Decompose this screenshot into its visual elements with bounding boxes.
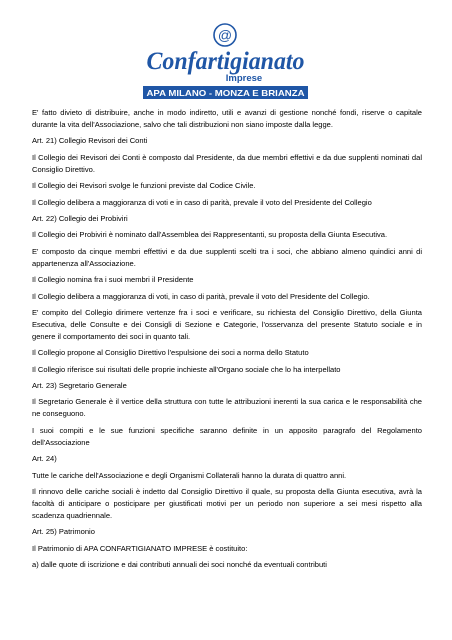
brand-wordmark: Confartigianato: [146, 48, 305, 75]
article-heading: Art. 23) Segretario Generale: [32, 381, 127, 391]
article-heading: Art. 21) Collegio Revisori dei Conti: [32, 136, 148, 146]
paragraph: Il Collegio nomina fra i suoi membri il Presidente: [32, 275, 194, 285]
brand-subtitle: Imprese: [225, 73, 263, 84]
paragraph: Il Collegio riferisce sui risultati delle proprie inchieste all'Organo sociale che lo ha interpellato: [32, 364, 341, 374]
paragraph: E' fatto divieto di distribuire, anche in modo indiretto, utili e avanzi di gestione nonché fondi, riserve o capitale durante la vita dell'Associazione, salvo che tali distribuzioni non siano imposte dalla legge.: [32, 108, 422, 129]
paragraph: Il Collegio dei Revisori dei Conti è composto dal Presidente, da due membri effettivi e da due supplenti nominati dal Consiglio Direttivo.: [32, 152, 422, 174]
paragraph: Il Collegio delibera a maggioranza di voti e in caso di parità, prevale il voto del Presidente del Collegio: [32, 197, 372, 207]
brand-bar-text: APA MILANO - MONZA E BRIANZA: [146, 89, 305, 98]
article-heading: Art. 22) Collegio dei Probiviri: [32, 213, 128, 223]
emblem-at-icon: @: [217, 27, 233, 43]
document-body: [32, 107, 422, 576]
paragraph: Il Collegio propone al Consiglio Direttivo l'espulsione dei soci a norma dello Statuto: [32, 348, 309, 358]
article-heading: Art. 25) Patrimonio: [32, 527, 95, 537]
paragraph: E' compito del Collegio dirimere vertenze fra i soci e verificare, su richiesta del Consiglio Direttivo, della Giunta Esecutiva, delle Consulte e dei Consigli di Sezione e Categorie, l'osservanza del presente Statuto sociale e in genere il comportamento dei soci in quanto tali.: [32, 307, 422, 341]
paragraph: Il Collegio delibera a maggioranza di voti, in caso di parità, prevale il voto del Presidente del Collegio.: [32, 291, 370, 301]
paragraph: Il rinnovo delle cariche sociali è indetto dal Consiglio Direttivo il quale, su proposta della Giunta esecutiva, avrà la facoltà di anticipare o posticipare per giustificati motivi per un periodo non superiore a sei mesi rispetto alla scadenza quadriennale.: [32, 487, 422, 521]
logo-graphic: [143, 22, 308, 108]
paragraph: E' composto da cinque membri effettivi e da due supplenti scelti tra i soci, che abbiano almeno quindici anni di appartenenza all'Associazione.: [32, 246, 422, 268]
article-heading: Art. 24): [32, 454, 57, 464]
paragraph: Il Collegio dei Revisori svolge le funzioni previste dal Codice Civile.: [32, 181, 256, 191]
logo: [143, 22, 308, 108]
paragraph: Il Segretario Generale è il vertice della struttura con tutte le attribuzioni inerenti la sua carica e le responsabilità che ne conseguono.: [32, 397, 422, 419]
paragraph: Tutte le cariche dell'Associazione e degli Organismi Collaterali hanno la durata di quattro anni.: [32, 470, 347, 480]
paragraph: I suoi compiti e le sue funzioni specifiche saranno definite in un apposito paragrafo del Regolamento dell'Associazione: [32, 425, 422, 447]
paragraph: Il Collegio dei Probiviri è nominato dall'Assemblea dei Rappresentanti, su proposta della Giunta Esecutiva.: [32, 230, 388, 240]
paragraph: Il Patrimonio di APA CONFARTIGIANATO IMPRESE è costituito:: [32, 543, 248, 553]
paragraph: a) dalle quote di iscrizione e dai contributi annuali dei soci nonché da eventuali contributi: [32, 560, 327, 570]
